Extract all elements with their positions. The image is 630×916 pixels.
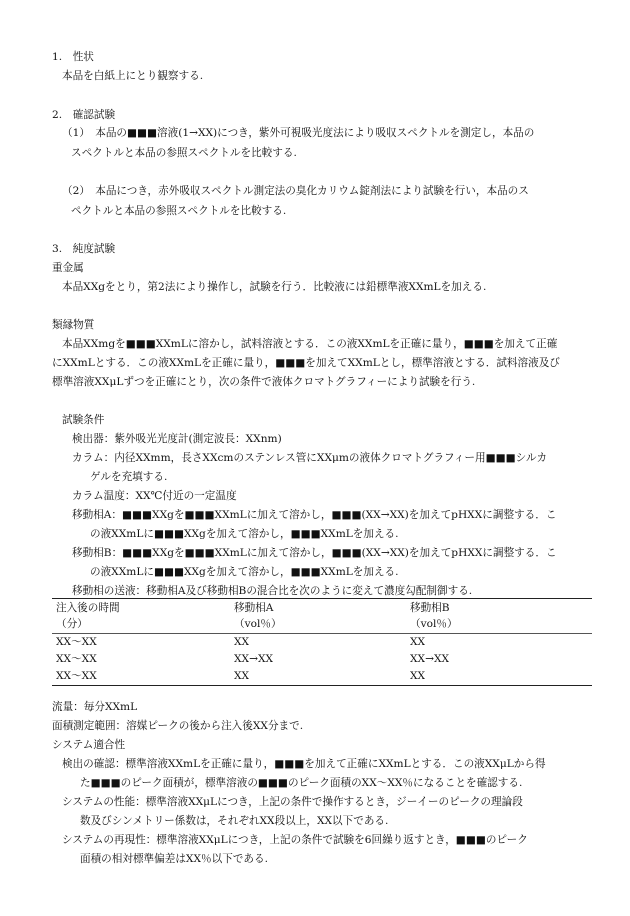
- related-body-line-2: にXXmLとする．この液XXmLを正確に量り，■■■を加えてXXmLとし，標準溶液とする．試料溶液及び: [52, 357, 560, 369]
- mobile-phase-b-line-2: の液XXmLに■■■XXgを加えて溶かし，■■■XXmLを加える.: [90, 566, 399, 578]
- related-body-line-3: 標準溶液XXμLずつを正確にとり，次の条件で液体クロマトグラフィーにより試験を行う.: [52, 376, 476, 388]
- table-cell-mobile-b: XX: [410, 636, 426, 648]
- id-test-2-line-2: ペクトルと本品の参照スペクトルを比較する.: [71, 205, 287, 217]
- table-header-mobile-a-unit: （vol％）: [234, 618, 282, 630]
- table-cell-mobile-b: XX→XX: [410, 653, 450, 665]
- column-temperature-line: カラム温度：XX℃付近の一定温度: [72, 490, 237, 502]
- column-line-2: ゲルを充填する.: [90, 471, 168, 483]
- table-header-time: 注入後の時間: [56, 602, 120, 614]
- section-3-heading: 3. 純度試験: [52, 243, 116, 255]
- table-bottom-rule: [52, 685, 592, 686]
- detection-check-line-2: た■■■のピーク面積が，標準溶液の■■■のピーク面積のXX～XX％になることを確認する.: [80, 777, 523, 789]
- table-cell-mobile-a: XX: [234, 636, 250, 648]
- id-test-2-line-1: （2） 本品につき，赤外吸収スペクトル測定法の臭化カリウム錠剤法により試験を行い，本品のス: [62, 185, 529, 197]
- table-cell-mobile-a: XX: [234, 670, 250, 682]
- mobile-phase-a-line-2: の液XXmLに■■■XXgを加えて溶かし，■■■XXmLを加える.: [90, 528, 399, 540]
- section-1-heading: 1. 性状: [52, 51, 94, 63]
- mobile-phase-delivery-line: 移動相の送液：移動相A及び移動相Bの混合比を次のように変えて濃度勾配制御する.: [72, 585, 473, 597]
- table-header-rule: [52, 633, 592, 634]
- system-repeatability-line-1: システムの再現性：標準溶液XXμLにつき，上記の条件で試験を6回繰り返すとき，■■■のピーク: [62, 834, 528, 846]
- conditions-title: 試験条件: [62, 414, 105, 426]
- system-suitability-title: システム適合性: [52, 739, 126, 751]
- system-performance-line-2: 数及びシンメトリー係数は，それぞれXX段以上，XX以下である.: [80, 815, 389, 827]
- table-header-mobile-a: 移動相A: [234, 602, 274, 614]
- heavy-metal-body: 本品XXgをとり，第2法により操作し，試験を行う．比較液には鉛標準液XXmLを加える.: [62, 281, 487, 293]
- id-test-1-line-1: （1） 本品の■■■溶液(1→XX)につき，紫外可視吸光度法により吸収スペクトルを測定し，本品の: [62, 127, 535, 139]
- detection-check-line-1: 検出の確認：標準溶液XXmLを正確に量り，■■■を加えて正確にXXmLとする．この液XXμLから得: [62, 758, 546, 770]
- table-header-time-unit: （分）: [56, 618, 88, 630]
- id-test-1-line-2: スペクトルと本品の参照スペクトルを比較する.: [71, 147, 297, 159]
- area-range-line: 面積測定範囲：溶媒ピークの後から注入後XX分まで.: [52, 720, 304, 732]
- table-header-mobile-b-unit: （vol％）: [410, 618, 458, 630]
- table-header-mobile-b: 移動相B: [410, 602, 450, 614]
- mobile-phase-a-line-1: 移動相A：■■■XXgを■■■XXmLに加えて溶かし，■■■(XX→XX)を加えてpHXXに調整する．こ: [72, 509, 557, 521]
- detector-line: 検出器：紫外吸光光度計(測定波長：XXnm): [72, 433, 282, 445]
- table-top-rule: [52, 598, 592, 599]
- system-repeatability-line-2: 面積の相対標準偏差はXX％以下である.: [80, 853, 268, 865]
- mobile-phase-b-line-1: 移動相B：■■■XXgを■■■XXmLに加えて溶かし，■■■(XX→XX)を加えてpHXXに調整する．こ: [72, 547, 557, 559]
- table-cell-mobile-a: XX→XX: [234, 653, 274, 665]
- table-cell-time: XX～XX: [56, 636, 97, 648]
- table-cell-time: XX～XX: [56, 653, 97, 665]
- table-cell-time: XX～XX: [56, 670, 97, 682]
- section-2-heading: 2. 確認試験: [52, 109, 116, 121]
- column-line-1: カラム：内径XXmm，長さXXcmのステンレス管にXXμmの液体クロマトグラフィー用■■■シルカ: [72, 452, 548, 464]
- related-body-line-1: 本品XXmgを■■■XXmLに溶かし，試料溶液とする．この液XXmLを正確に量り，■■■を加えて正確: [62, 338, 558, 350]
- related-substances-title: 類縁物質: [52, 319, 95, 331]
- system-performance-line-1: システムの性能：標準溶液XXμLにつき，上記の条件で操作するとき，ジーイーのピークの理論段: [62, 796, 523, 808]
- flow-rate-line: 流量：毎分XXmL: [52, 701, 138, 713]
- heavy-metal-title: 重金属: [52, 262, 84, 274]
- table-cell-mobile-b: XX: [410, 670, 426, 682]
- section-1-body: 本品を白紙上にとり観察する.: [62, 70, 204, 82]
